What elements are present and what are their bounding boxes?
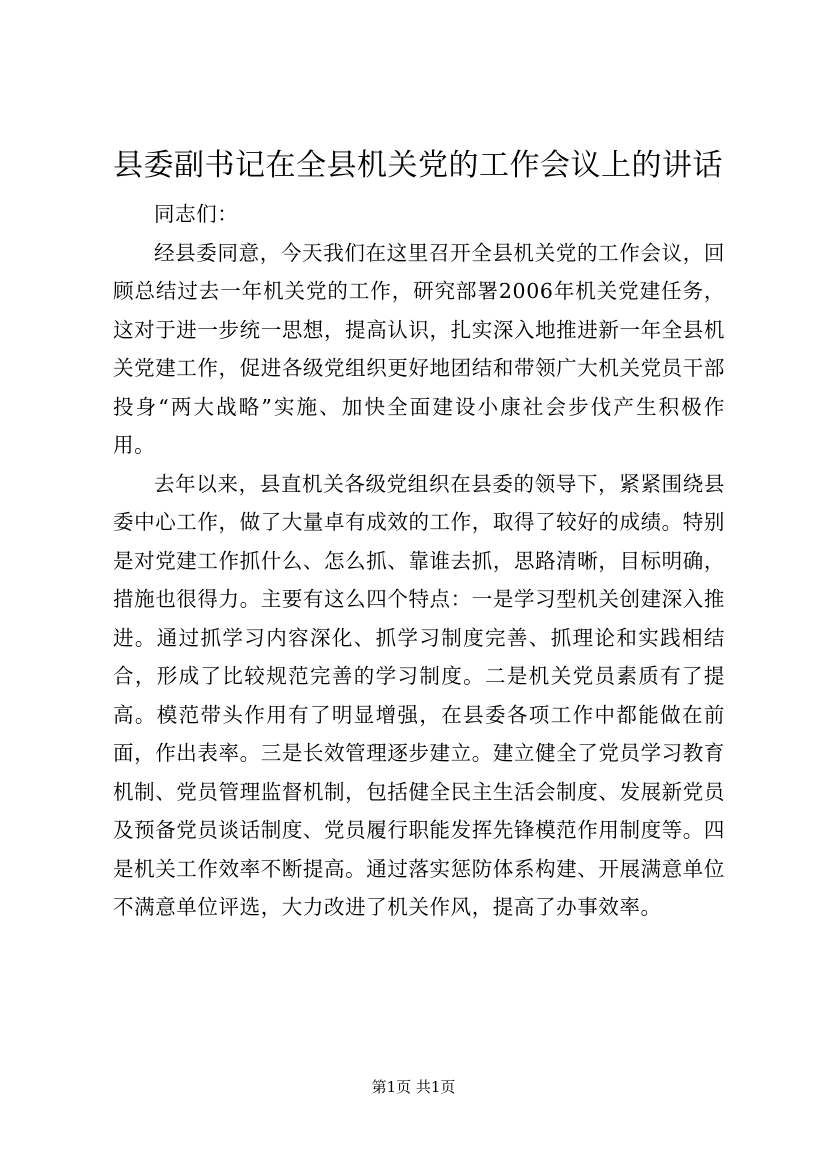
document-title: 县委副书记在全县机关党的工作会议上的讲话 [113,148,723,183]
greeting: 同志们： [154,202,239,226]
paragraph-1: 经县委同意，今天我们在这里召开全县机关党的工作会议，回顾总结过去一年机关党的工作，研究部署2006年机关党建任务，这对于进一步统一思想，提高认识，扎实深入地推进新一年全县机关党建工作，促进各级党组织更好地团结和带领广大机关党员干部投身“两大战略”实施、加快全面建设小康社会步伐产生积极作用。 [113,240,725,457]
document-body [113,195,725,927]
page-footer: 第1页 共1页 [371,1078,456,1096]
paragraph-2: 去年以来，县直机关各级党组织在县委的领导下，紧紧围绕县委中心工作，做了大量卓有成效的工作，取得了较好的成绩。特别是对党建工作抓什么、怎么抓、靠谁去抓，思路清晰，目标明确，措施也很得力。主要有这么四个特点：一是学习型机关创建深入推进。通过抓学习内容深化、抓学习制度完善、抓理论和实践相结合，形成了比较规范完善的学习制度。二是机关党员素质有了提高。模范带头作用有了明显增强，在县委各项工作中都能做在前面，作出表率。三是长效管理逐步建立。建立健全了党员学习教育机制、党员管理监督机制，包括健全民主生活会制度、发展新党员及预备党员谈话制度、党员履行职能发挥先锋模范作用制度等。四是机关工作效率不断提高。通过落实惩防体系构建、开展满意单位不满意单位评选，大力改进了机关作风，提高了办事效率。 [113,471,725,919]
